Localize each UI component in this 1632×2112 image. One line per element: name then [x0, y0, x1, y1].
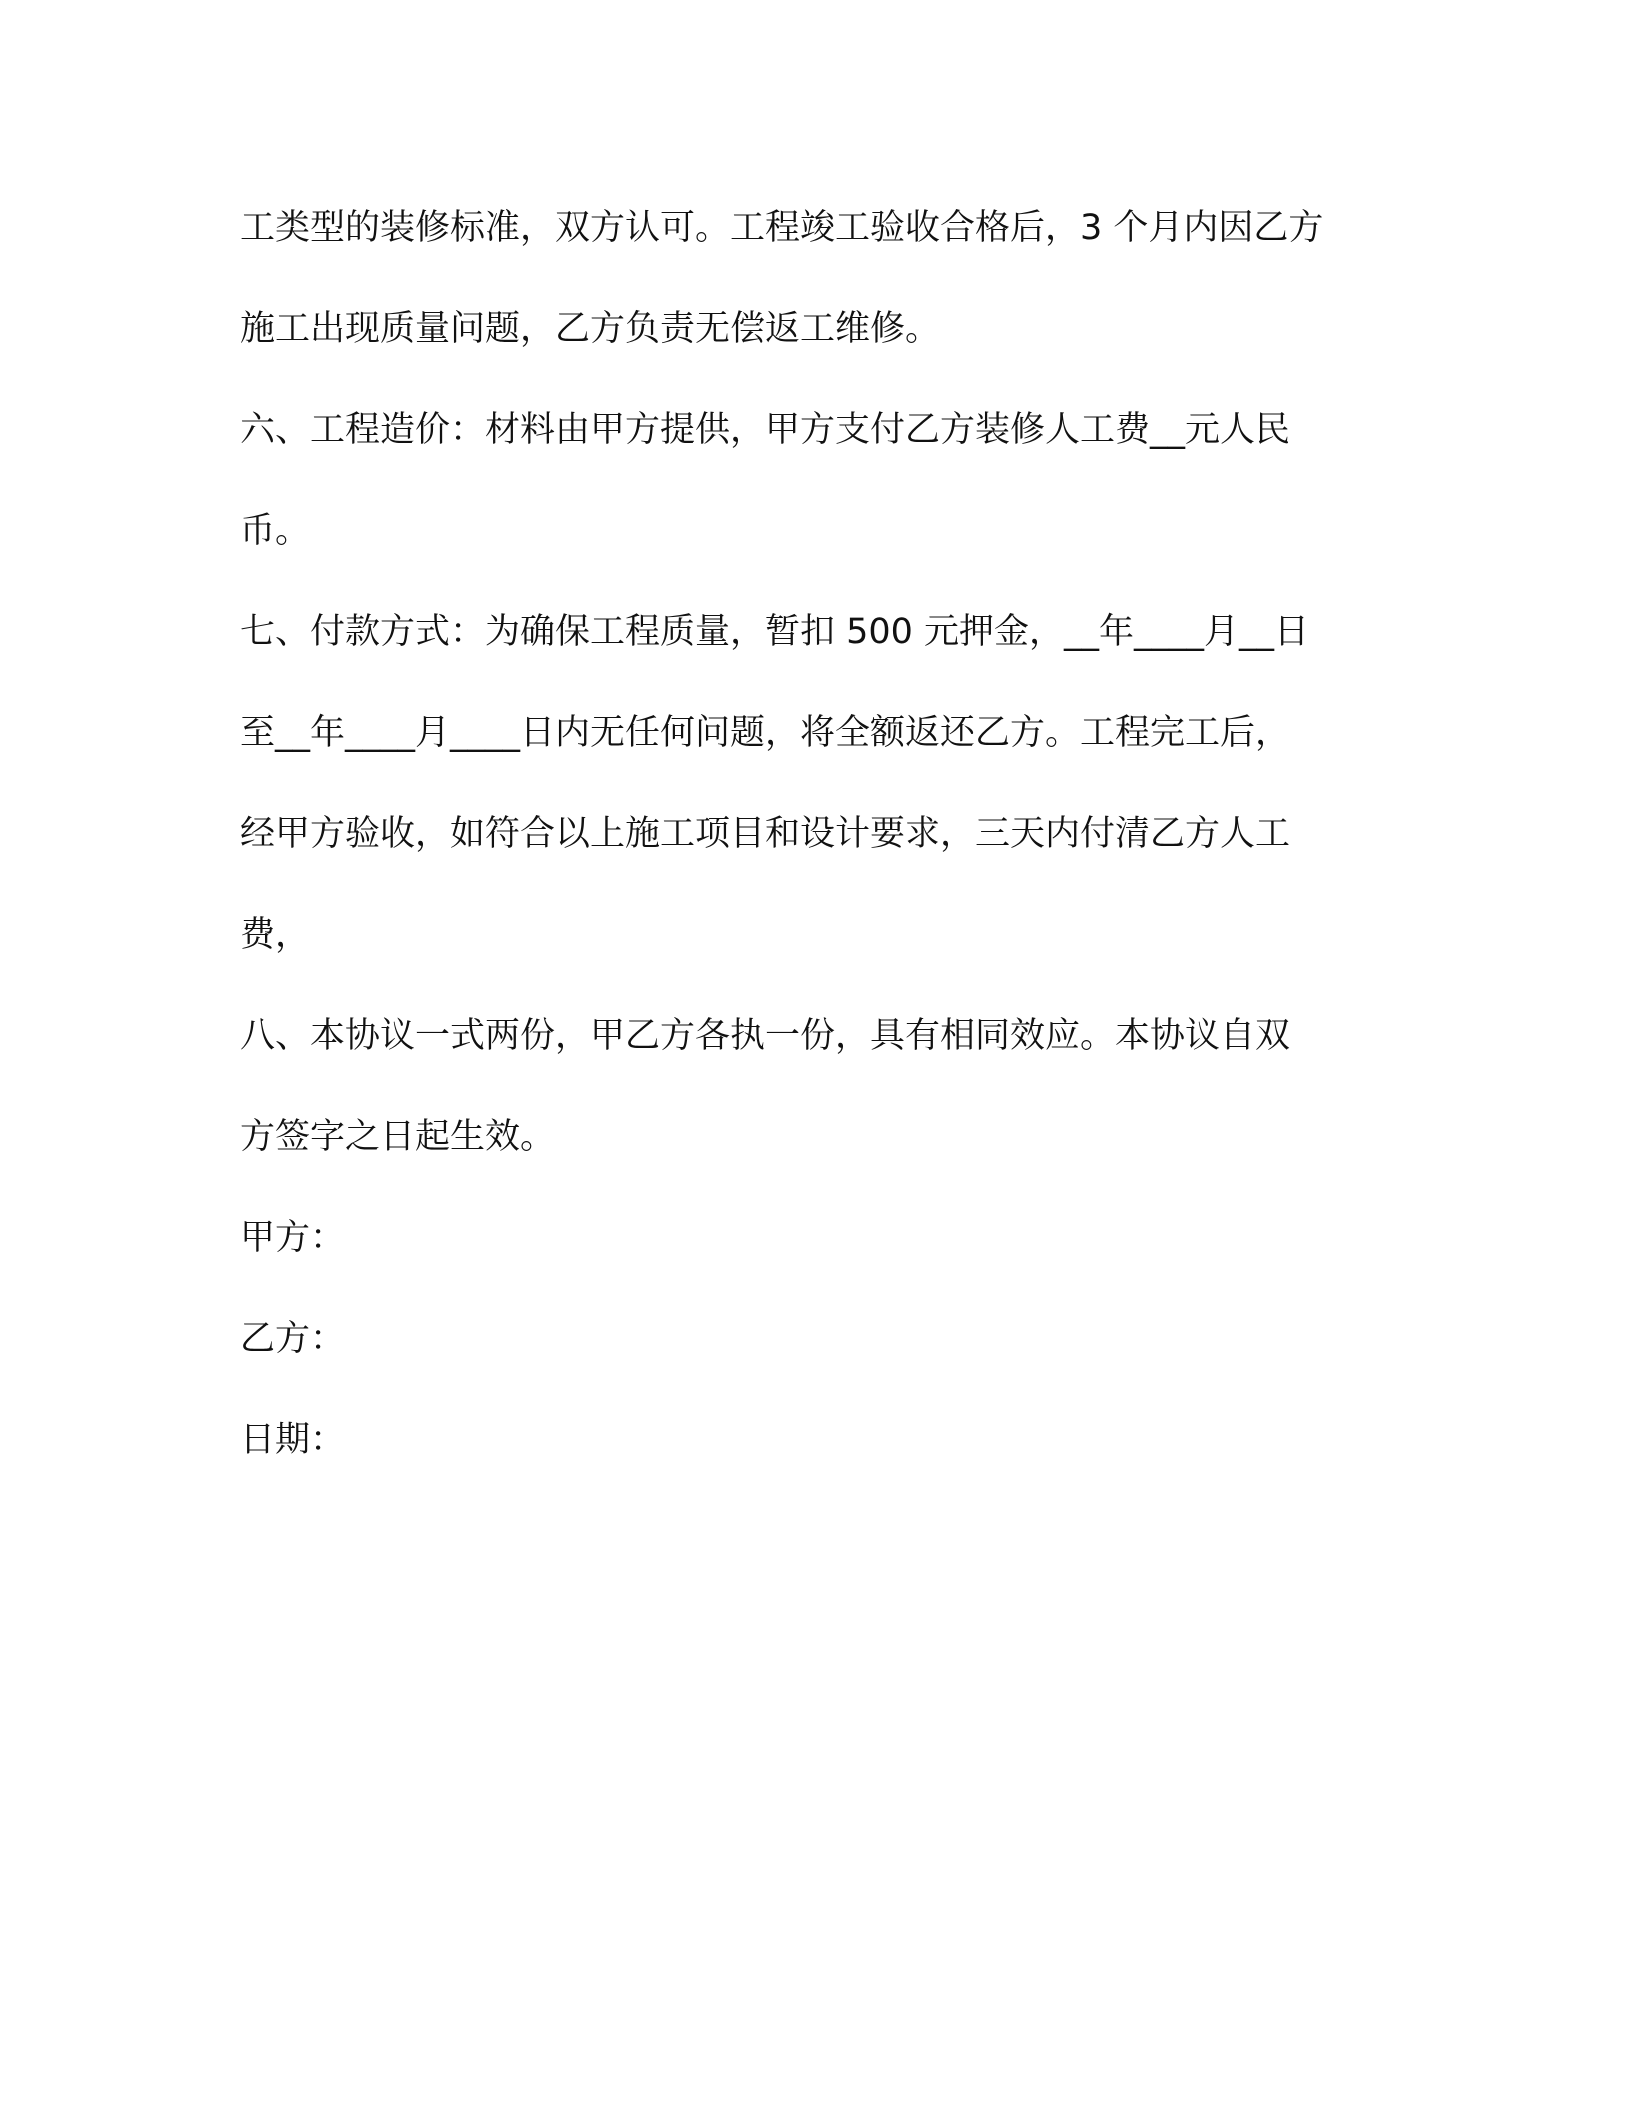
party-a-label: 甲方：: [240, 1218, 346, 1258]
document-body: [240, 178, 1400, 1491]
date-label: 日期：: [240, 1420, 346, 1460]
text-line: 方签字之日起生效。: [240, 1117, 556, 1157]
text-line: 施工出现质量问题，乙方负责无偿返工维修。: [240, 309, 941, 349]
text-line: 六、工程造价：材料由甲方提供，甲方支付乙方装修人工费__元人民: [240, 410, 1291, 450]
text-line: 经甲方验收，如符合以上施工项目和设计要求，三天内付清乙方人工: [240, 814, 1291, 854]
text-line: 工类型的装修标准，双方认可。工程竣工验收合格后，3 个月内因乙方: [240, 208, 1324, 248]
text-line: 币。: [240, 511, 311, 551]
text-line: 费，: [240, 915, 311, 955]
text-line: 八、本协议一式两份，甲乙方各执一份，具有相同效应。本协议自双: [240, 1016, 1291, 1056]
party-b-label: 乙方：: [240, 1319, 346, 1359]
text-line: 至__年____月____日内无任何问题，将全额返还乙方。工程完工后，: [240, 713, 1291, 753]
text-line: 七、付款方式：为确保工程质量，暂扣 500 元押金，__年____月__日: [240, 612, 1310, 652]
